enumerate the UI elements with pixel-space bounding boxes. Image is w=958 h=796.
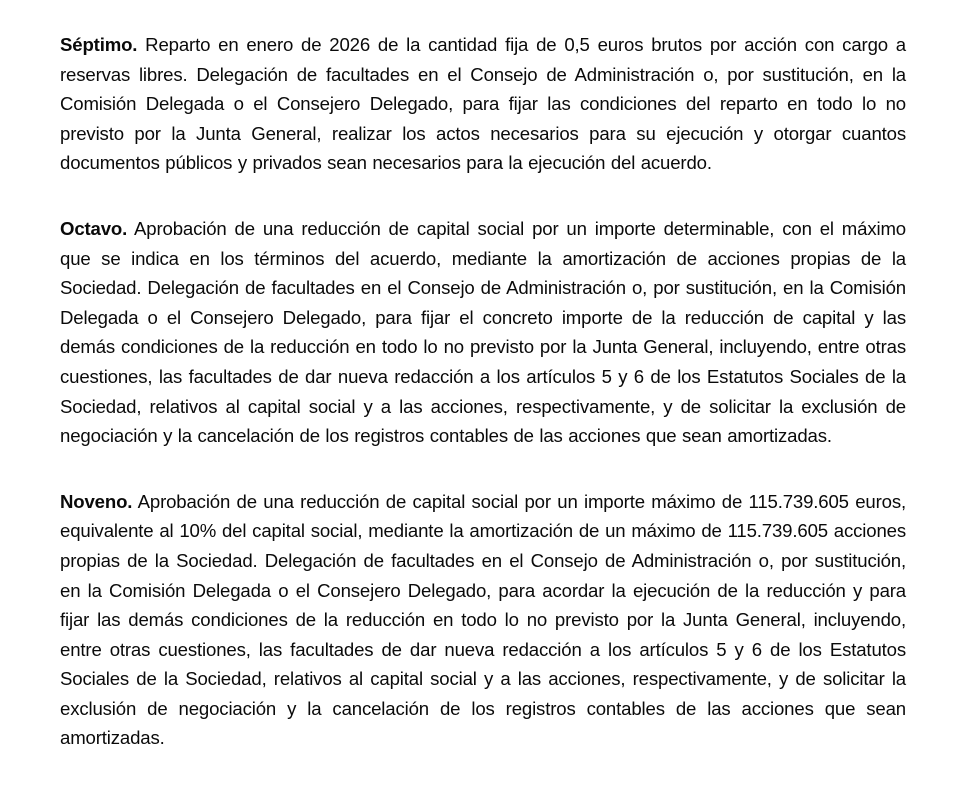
agenda-item-septimo — [60, 30, 906, 178]
agenda-item-number: Noveno. — [60, 490, 133, 512]
agenda-item-noveno — [60, 487, 906, 753]
agenda-item-number: Octavo. — [60, 217, 128, 239]
agenda-item-octavo — [60, 214, 906, 451]
agenda-item-text: Aprobación de una reducción de capital social por un importe determinable, con el máximo que se indica en los términos del acuerdo, mediante la amortización de acciones propias de la Sociedad. Delegación de facultades en el Consejo de Administración o, por sustitución, en la Comisión Delegada o el Consejero Delegado, para fijar el concreto importe de la reducción de capital y las demás condiciones de la reducción en todo lo no previsto por la Junta General, incluyendo, entre otras cuestiones, las facultades de dar nueva redacción a los artículos 5 y 6 de los Estatutos Sociales de la Sociedad, relativos al capital social y a las acciones, respectivamente, y de solicitar la exclusión de negociación y la cancelación de los registros contables de las acciones que sean amortizadas. — [60, 217, 906, 447]
agenda-item-text: Aprobación de una reducción de capital social por un importe máximo de 115.739.605 euros, equivalente al 10% del capital social, mediante la amortización de un máximo de 115.739.605 acciones propias de la Sociedad. Delegación de facultades en el Consejo de Administración o, por sustitución, en la Comisión Delegada o el Consejero Delegado, para acordar la ejecución de la reducción y para fijar las demás condiciones de la reducción en todo lo no previsto por la Junta General, incluyendo, entre otras cuestiones, las facultades de dar nueva redacción a los artículos 5 y 6 de los Estatutos Sociales de la Sociedad, relativos al capital social y a las acciones, respectivamente, y de solicitar la exclusión de negociación y la cancelación de los registros contables de las acciones que sean amortizadas. — [60, 490, 906, 749]
agenda-item-number: Séptimo. — [60, 34, 138, 55]
agenda-item-text: Reparto en enero de 2026 de la cantidad fija de 0,5 euros brutos por acción con cargo a reservas libres. Delegación de facultades en el Consejo de Administración o, por sustitución, en la Comisión Delegada o el Consejero Delegado, para fijar las condiciones del reparto en todo lo no previsto por la Junta General, realizar los actos necesarios para su ejecución y otorgar cuantos documentos públicos y privados sean necesarios para la ejecución del acuerdo. — [60, 34, 906, 174]
